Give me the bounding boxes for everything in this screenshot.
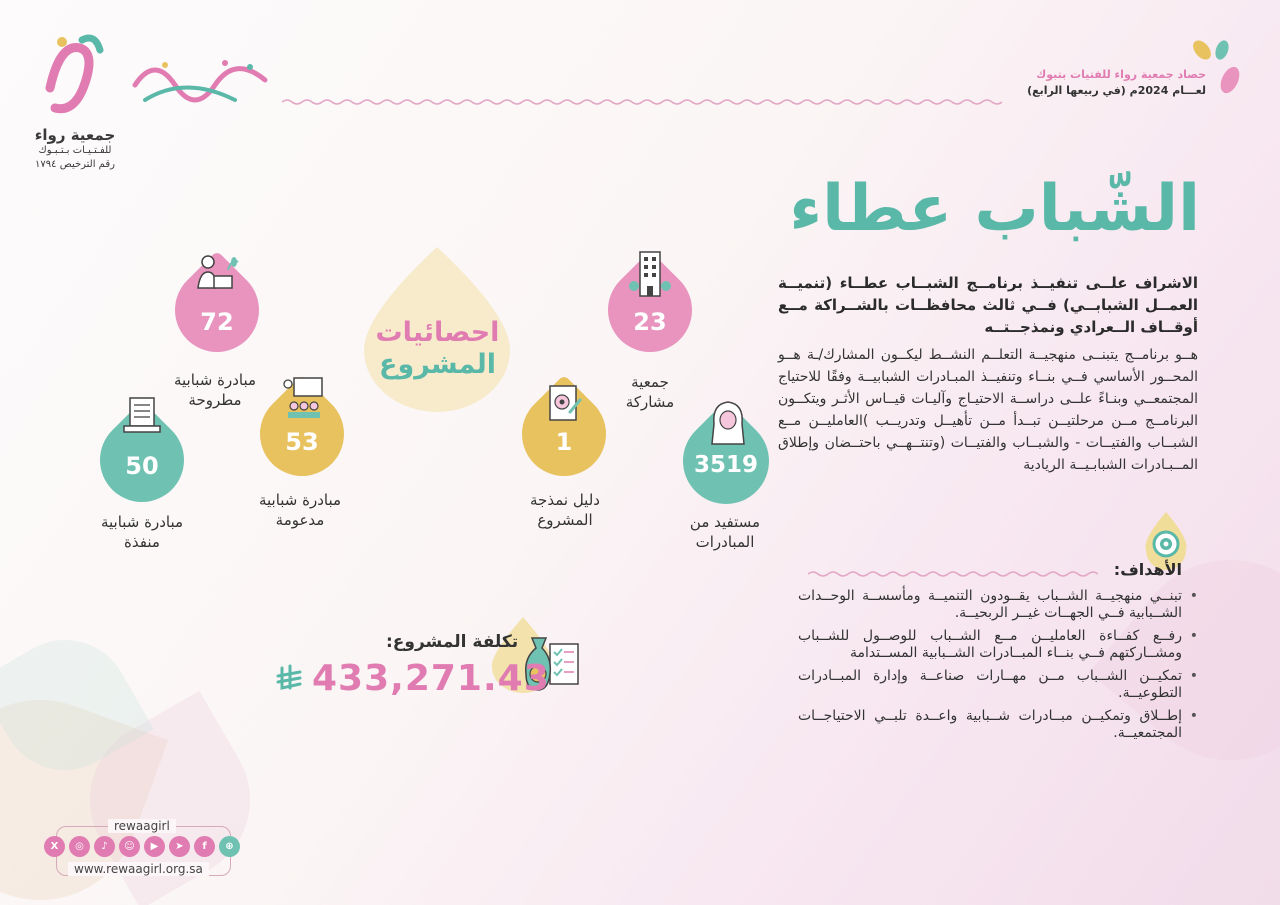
stat-value: 53	[285, 428, 319, 456]
stat-label-line: مدعومة	[275, 511, 325, 529]
stat-label-guide	[510, 490, 620, 530]
stat-value: 72	[200, 308, 234, 336]
tiktok-icon[interactable]: ♪	[94, 836, 115, 857]
stat-label-line: جمعية	[631, 373, 669, 391]
stat-label-supported	[245, 490, 355, 530]
website-link[interactable]: www.rewaagirl.org.sa	[68, 862, 209, 876]
veiled-woman-icon	[706, 400, 750, 446]
stat-value: 1	[555, 428, 573, 456]
checklist-laptop-icon	[122, 396, 162, 436]
stat-label-associations	[600, 372, 700, 412]
stat-label-line: المشروع	[537, 511, 593, 529]
stats-title-line-1: احصائيات	[375, 317, 500, 348]
stat-value: 23	[633, 308, 667, 336]
stat-label-line: مشاركة	[625, 393, 675, 411]
intro-heading: الاشراف علــى تنفيــذ برنامــج الشبــاب عطــاء (تنميــة العمــل الشبابــي) فــي ثالث محافظــات بالشــراكة مــع أوقــاف الــعرادي ونمذجــتــه	[778, 274, 1198, 336]
stat-label-proposed	[160, 370, 270, 410]
stat-label-line: المبادرات	[695, 533, 755, 551]
stat-label-line: مبادرة شبابية	[173, 371, 257, 389]
gear-document-icon	[542, 382, 584, 424]
header-line-2: لعـــام 2024م (في ربيعها الرابع)	[1027, 84, 1206, 97]
logo-subtitle: للفـتـيـات بـتـبـوك	[38, 145, 112, 156]
logo-name: جمعية رواء	[34, 126, 116, 144]
goals-list	[798, 588, 1198, 748]
cost-value: 433,271.43	[312, 658, 550, 699]
snapchat-icon[interactable]: ☺	[119, 836, 140, 857]
presentation-icon	[280, 376, 326, 420]
stat-label-line: منفذة	[124, 533, 160, 551]
campaign-calligraphy	[125, 45, 275, 115]
logo	[30, 28, 120, 173]
stats-title-badge	[360, 245, 515, 415]
header-divider	[282, 98, 1042, 106]
stat-value: 50	[125, 452, 159, 480]
stat-label-line: دليل نمذجة	[530, 491, 600, 509]
stat-label-implemented	[87, 512, 197, 552]
calligraphy-icon	[125, 45, 275, 115]
riyal-currency-icon	[274, 664, 304, 694]
header-line-1: حصاد جمعية رواء للفتيات بتبوك	[1036, 68, 1206, 81]
telegram-icon[interactable]: ➤	[169, 836, 190, 857]
intro-body: هــو برنامــج يتبنــى منهجيــة التعلــم النشــط ليكــون المشارك/ـة هــو المحــور الأساسي فــي بنــاء وتنفيــذ المبـادرات الشبابيــة وفقًا للاحتياج المجتمعــي وبنـاءً علــى دراســة الاحتيـاج وآليـات قيــاس الأثـر ويتكــون البرنامــج مــن مرحلتيــن تبــدأ مــن تأهيــل وتدريــب )العامليــن مــع الشبــاب والفتيــات - والشبــاب والفتيــات (وتنتــهــي باحتــضان وإطلاق المــبـادرات الشبابـيــة الريادية	[778, 347, 1198, 473]
goal-item: • تبنــي منهجيــة الشــباب يقــودون التنميــة ومأسســة الوحــدات الشــبابية فــي الجهــات غيــر الربحيــة.	[798, 588, 1198, 622]
facebook-icon[interactable]: f	[194, 836, 215, 857]
stat-label-line: مطروحة	[188, 391, 242, 409]
goal-item: • إطــلاق وتمكيــن مبــادرات شــبابية واعــدة تلبــي الاحتياجــات المجتمعيــة.	[798, 708, 1198, 742]
youtube-icon[interactable]: ▶	[144, 836, 165, 857]
goal-item: • رفــع كفــاءة العامليــن مــع الشــباب للوصــول للشــباب ومشــاركتهم فــي بنــاء المبــادرات الشــبابية المســتدامة	[798, 628, 1198, 662]
goals-title: الأهداف:	[1113, 560, 1182, 579]
person-laptop-icon	[194, 252, 240, 296]
social-handle[interactable]: rewaagirl	[108, 819, 176, 833]
stat-label-line: مبادرة شبابية	[100, 513, 184, 531]
page-title: الشّباب عطاء	[789, 172, 1200, 246]
stat-value: 3519	[693, 452, 758, 478]
goals-divider	[808, 570, 1098, 578]
goal-item: • تمكيــن الشــباب مــن مهــارات صناعــة وإدارة المبــادرات التطوعيــة.	[798, 668, 1198, 702]
logo-mark-icon	[40, 28, 110, 118]
stats-title-line-2: المشروع	[379, 349, 496, 380]
header-leaves-icon	[1184, 38, 1244, 108]
stat-label-beneficiaries	[670, 512, 780, 552]
cost-label: تكلفة المشروع:	[386, 632, 519, 652]
x-icon[interactable]: X	[44, 836, 65, 857]
building-icon	[628, 248, 672, 298]
globe-icon[interactable]: ⊕	[219, 836, 240, 857]
stat-label-line: مبادرة شبابية	[258, 491, 342, 509]
logo-license: رقم الترخيص ١٧٩٤	[35, 159, 115, 170]
stat-label-line: مستفيد من	[689, 513, 761, 531]
instagram-icon[interactable]: ◎	[69, 836, 90, 857]
